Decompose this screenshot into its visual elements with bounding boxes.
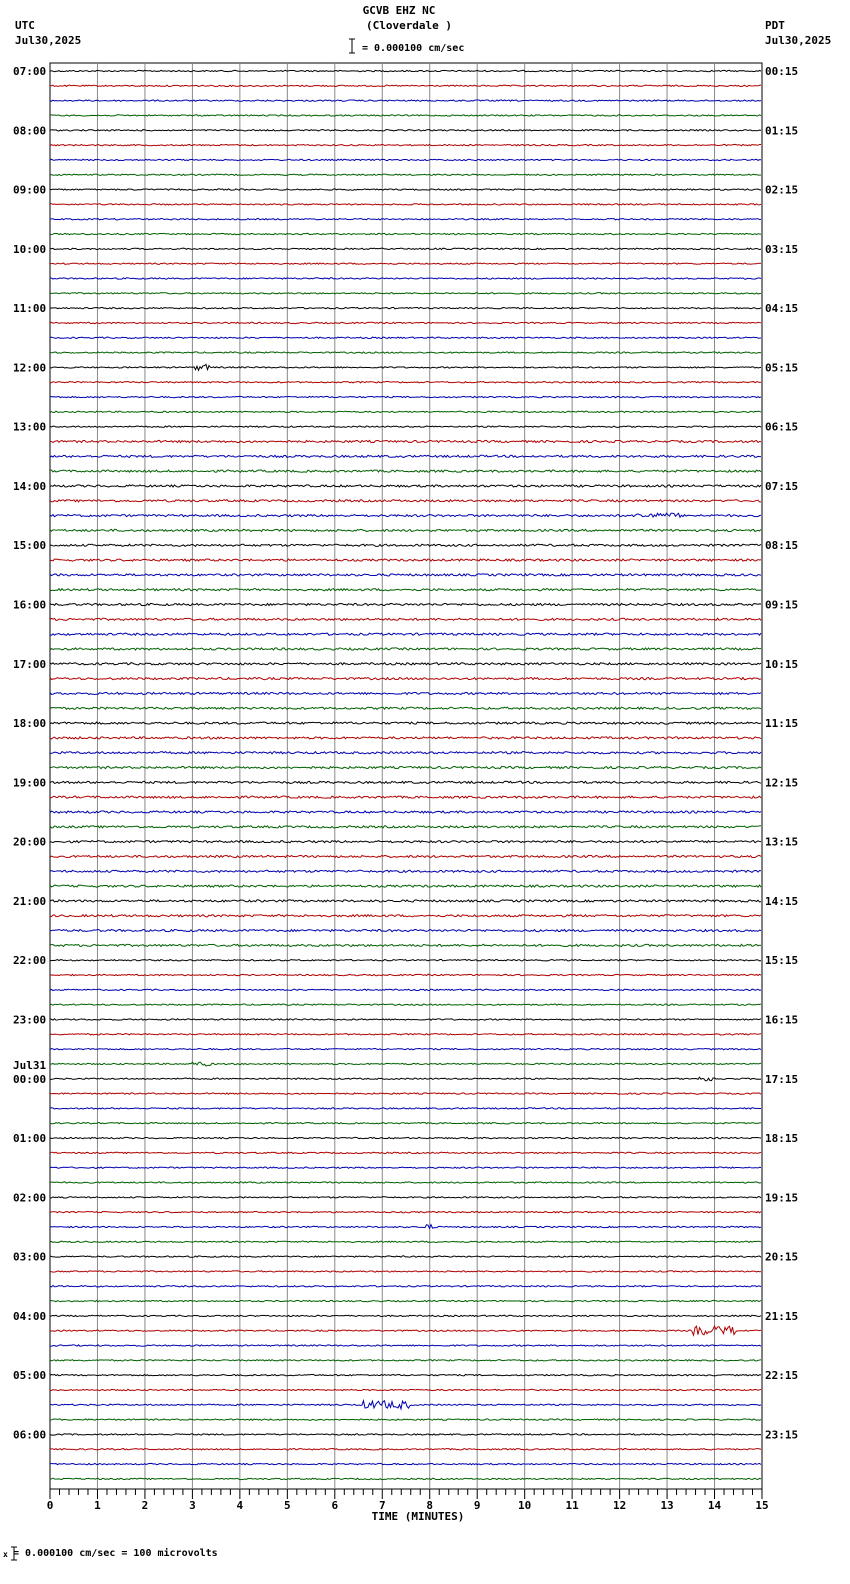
- utc-hour-label: 19:00: [13, 776, 47, 790]
- seismic-trace: [50, 885, 761, 887]
- seismic-trace: [50, 1286, 761, 1287]
- seismic-trace: [50, 529, 761, 531]
- right-timezone: PDT: [765, 19, 785, 32]
- utc-hour-label: 12:00: [13, 361, 47, 375]
- seismic-trace: [50, 944, 761, 946]
- seismic-trace: [50, 574, 761, 576]
- x-tick-label: 4: [236, 1499, 244, 1512]
- x-tick-label: 13: [660, 1499, 674, 1512]
- seismic-trace: [50, 470, 761, 472]
- local-hour-label: 10:15: [765, 657, 799, 671]
- local-hour-label: 20:15: [765, 1250, 799, 1264]
- seismic-trace: [50, 130, 761, 131]
- seismic-trace: [50, 1300, 761, 1301]
- seismic-trace: [50, 1478, 761, 1479]
- utc-hour-label: 14:00: [13, 479, 47, 493]
- seismic-trace: [50, 440, 761, 442]
- seismic-trace: [50, 174, 761, 175]
- seismic-trace: [50, 1315, 761, 1316]
- seismic-trace: [50, 737, 761, 739]
- scale-bar-icons: [11, 39, 355, 1560]
- seismic-trace: [50, 1374, 761, 1375]
- seismic-trace: [50, 648, 761, 650]
- local-hour-label: 13:15: [765, 835, 799, 849]
- utc-hour-label: 16:00: [13, 598, 47, 612]
- date-change-label: Jul31: [13, 1058, 47, 1072]
- utc-hour-label: 00:00: [13, 1072, 47, 1086]
- x-axis: [47, 1489, 769, 1523]
- seismic-trace: [50, 1062, 761, 1066]
- seismic-trace: [50, 796, 761, 798]
- seismic-trace: [50, 500, 761, 502]
- seismic-trace: [50, 1360, 761, 1361]
- seismic-trace: [50, 411, 761, 412]
- seismic-trace: [50, 989, 761, 990]
- seismic-trace: [50, 396, 761, 397]
- local-hour-label: 08:15: [765, 539, 799, 553]
- local-hour-label: 00:15: [765, 65, 799, 78]
- seismic-trace: [50, 603, 761, 605]
- seismic-trace: [50, 144, 761, 145]
- seismic-trace: [50, 1019, 761, 1020]
- seismic-trace: [50, 204, 761, 205]
- seismic-trace: [50, 589, 761, 591]
- seismic-trace: [50, 559, 761, 561]
- utc-hour-label: 18:00: [13, 717, 47, 731]
- seismic-trace: [50, 678, 761, 680]
- seismic-trace: [50, 974, 761, 975]
- chart-subtitle: (Cloverdale ): [365, 19, 453, 32]
- local-hour-label: 05:15: [765, 361, 799, 375]
- seismic-trace: [50, 1256, 761, 1257]
- seismic-trace: [50, 1048, 761, 1049]
- seismic-trace: [50, 382, 761, 383]
- seismic-trace: [50, 707, 761, 709]
- seismic-trace: [50, 364, 761, 370]
- x-tick-label: 5: [284, 1499, 291, 1512]
- seismic-trace: [50, 544, 761, 546]
- seismic-trace: [50, 841, 761, 843]
- seismic-trace: [50, 1077, 761, 1081]
- local-hour-label: 06:15: [765, 420, 799, 434]
- seismic-trace: [50, 1434, 761, 1435]
- seismic-trace: [50, 337, 761, 338]
- seismic-trace: [50, 1123, 761, 1124]
- utc-hour-label: 23:00: [13, 1013, 47, 1027]
- left-date: Jul30,2025: [15, 34, 82, 47]
- left-timezone: UTC: [15, 19, 35, 32]
- chart-title: GCVB EHZ NC: [362, 4, 436, 17]
- seismic-trace: [50, 352, 761, 353]
- local-hour-label: 01:15: [765, 124, 799, 138]
- utc-hour-label: 06:00: [13, 1428, 47, 1442]
- x-tick-label: 9: [473, 1499, 481, 1512]
- seismic-trace: [50, 811, 761, 813]
- footer-marker: x: [3, 1550, 8, 1559]
- seismic-trace: [50, 1389, 761, 1390]
- local-hour-label: 09:15: [765, 598, 799, 612]
- seismic-trace: [50, 1401, 761, 1409]
- x-tick-label: 7: [378, 1499, 386, 1512]
- seismic-trace: [50, 455, 761, 457]
- seismic-trace: [50, 322, 761, 323]
- footer-scale-bar-icon: [11, 1547, 17, 1560]
- utc-hour-label: 08:00: [13, 124, 47, 138]
- seismic-trace: [50, 1345, 761, 1346]
- seismic-trace: [50, 870, 761, 872]
- seismic-trace: [50, 1182, 761, 1183]
- utc-hour-label: 22:00: [13, 954, 47, 968]
- seismic-trace: [50, 1137, 761, 1138]
- utc-hour-label: 21:00: [13, 894, 47, 908]
- right-date: Jul30,2025: [765, 34, 832, 47]
- utc-hour-label: 13:00: [13, 420, 47, 434]
- local-hour-label: 12:15: [765, 776, 799, 790]
- seismic-trace: [50, 85, 761, 86]
- local-hour-label: 07:15: [765, 479, 799, 493]
- seismic-trace: [50, 960, 761, 961]
- local-hour-label: 03:15: [765, 242, 799, 256]
- seismic-trace: [50, 900, 761, 902]
- seismic-trace: [50, 1004, 761, 1005]
- local-hour-label: 21:15: [765, 1309, 799, 1323]
- seismic-trace: [50, 100, 761, 101]
- seismic-trace: [50, 826, 761, 828]
- seismic-trace: [50, 1167, 761, 1168]
- utc-hour-label: 15:00: [13, 539, 47, 553]
- utc-hour-label: 20:00: [13, 835, 47, 849]
- seismic-trace: [50, 1241, 761, 1242]
- seismic-trace: [50, 278, 761, 279]
- seismic-trace: [50, 1093, 761, 1094]
- seismic-trace: [50, 426, 761, 427]
- seismic-trace: [50, 219, 761, 220]
- seismic-trace: [50, 1419, 761, 1420]
- seismic-trace: [50, 1326, 761, 1335]
- utc-hour-label: 03:00: [13, 1250, 47, 1264]
- scale-label: = 0.000100 cm/sec: [362, 43, 465, 54]
- local-hour-label: 19:15: [765, 1191, 799, 1205]
- seismic-trace: [50, 1225, 761, 1229]
- utc-hour-label: 11:00: [13, 302, 47, 316]
- utc-hour-label: 10:00: [13, 242, 47, 256]
- seismic-trace: [50, 1108, 761, 1109]
- seismic-trace: [50, 115, 761, 116]
- seismic-trace: [50, 929, 761, 931]
- trace-group: [50, 70, 761, 1479]
- utc-hour-label: 07:00: [13, 65, 47, 78]
- x-axis-label: TIME (MINUTES): [371, 1510, 465, 1523]
- seismic-trace: [50, 485, 761, 487]
- seismic-trace: [50, 293, 761, 294]
- seismic-trace: [50, 233, 761, 234]
- seismic-trace: [50, 1197, 761, 1198]
- x-tick-label: 15: [755, 1499, 769, 1512]
- x-tick-label: 0: [46, 1499, 54, 1512]
- seismic-trace: [50, 307, 761, 308]
- seismic-trace: [50, 692, 761, 694]
- seismic-trace: [50, 781, 761, 783]
- seismic-trace: [50, 1211, 761, 1212]
- seismic-trace: [50, 189, 761, 190]
- x-tick-label: 6: [331, 1499, 339, 1512]
- local-hour-label: 17:15: [765, 1072, 799, 1086]
- seismic-trace: [50, 855, 761, 857]
- seismic-trace: [50, 663, 761, 665]
- x-tick-label: 8: [426, 1499, 434, 1512]
- seismic-trace: [50, 70, 761, 71]
- local-hour-label: 15:15: [765, 954, 799, 968]
- seismic-trace: [50, 159, 761, 160]
- local-hour-label: 22:15: [765, 1369, 799, 1383]
- x-tick-label: 11: [565, 1499, 579, 1512]
- seismic-trace: [50, 915, 761, 917]
- plot-grid: [50, 63, 762, 1489]
- seismic-trace: [50, 722, 761, 724]
- utc-hour-label: 17:00: [13, 657, 47, 671]
- seismic-trace: [50, 1463, 761, 1464]
- local-hour-label: 23:15: [765, 1428, 799, 1442]
- utc-hour-label: 09:00: [13, 183, 47, 197]
- local-hour-label: 16:15: [765, 1013, 799, 1027]
- seismic-trace: [50, 263, 761, 264]
- seismic-trace: [50, 752, 761, 754]
- seismic-trace: [50, 633, 761, 635]
- utc-hour-label: 02:00: [13, 1191, 47, 1205]
- x-tick-label: 14: [707, 1499, 722, 1512]
- header-scale-bar-icon: [349, 39, 355, 53]
- x-tick-label: 3: [189, 1499, 196, 1512]
- seismic-trace: [50, 618, 761, 620]
- local-hour-label: 18:15: [765, 1132, 799, 1146]
- x-tick-label: 1: [94, 1499, 101, 1512]
- seismic-trace: [50, 1034, 761, 1035]
- utc-hour-label: 04:00: [13, 1309, 47, 1323]
- local-hour-label: 14:15: [765, 894, 799, 908]
- seismic-trace: [50, 766, 761, 768]
- local-hour-label: 11:15: [765, 717, 799, 731]
- seismic-trace: [50, 1271, 761, 1272]
- x-tick-label: 12: [612, 1499, 627, 1512]
- plot-frame: [50, 63, 762, 1489]
- footer-scale-note: = 0.000100 cm/sec = 100 microvolts: [13, 1548, 218, 1559]
- seismic-trace: [50, 513, 761, 517]
- x-tick-label: 2: [141, 1499, 149, 1512]
- utc-hour-label: 01:00: [13, 1132, 47, 1146]
- seismic-trace: [50, 1152, 761, 1153]
- x-tick-label: 10: [518, 1499, 532, 1512]
- local-hour-label: 02:15: [765, 183, 799, 197]
- seismic-trace: [50, 1449, 761, 1450]
- seismic-trace: [50, 248, 761, 249]
- utc-hour-label: 05:00: [13, 1369, 47, 1383]
- local-hour-label: 04:15: [765, 302, 799, 316]
